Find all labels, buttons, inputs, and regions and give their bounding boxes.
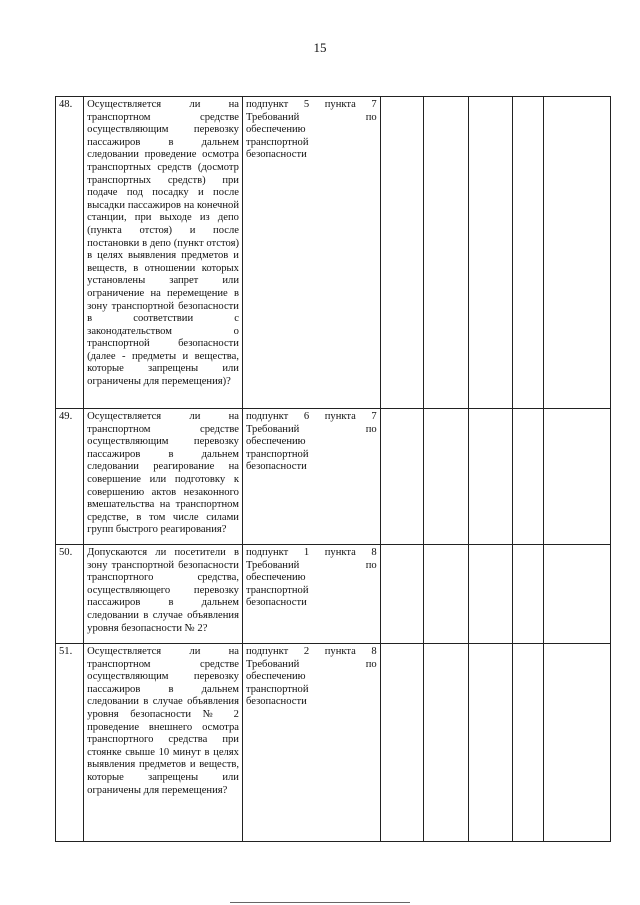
empty-cell xyxy=(469,545,513,644)
table-row xyxy=(56,97,611,409)
empty-cell xyxy=(469,644,513,842)
empty-cell xyxy=(543,97,610,409)
requirement-reference xyxy=(242,644,380,842)
empty-cell xyxy=(469,409,513,545)
ref-word: Требований xyxy=(245,559,300,571)
requirement-reference xyxy=(242,97,380,409)
empty-cell xyxy=(423,644,468,842)
ref-word: подпункт xyxy=(245,547,289,558)
empty-cell xyxy=(380,97,423,409)
ref-word: 1 xyxy=(303,547,310,558)
ref-rest: обеспечению транспортной безопасности xyxy=(245,124,309,161)
question-text: Осуществляется ли на транспортном средстве осуществляющим перевозку пассажиров в дальнем следовании реагирование на совершение или подготовку к совершению актов незаконного вмешательства на транспортном средстве, в том числе силами групп быстрого реагирования? xyxy=(84,409,243,545)
ref-word: пункта xyxy=(324,646,356,657)
ref-word: 8 xyxy=(371,646,377,657)
empty-cell xyxy=(543,644,610,842)
empty-cell xyxy=(543,409,610,545)
ref-word: по xyxy=(365,559,377,571)
ref-rest: обеспечению транспортной безопасности xyxy=(245,572,309,609)
empty-cell xyxy=(513,97,543,409)
empty-cell xyxy=(513,545,543,644)
empty-cell xyxy=(543,545,610,644)
ref-word: Требований xyxy=(245,658,300,670)
ref-word: Требований xyxy=(245,423,300,435)
ref-word: пункта xyxy=(324,547,356,558)
ref-word: 2 xyxy=(303,646,310,657)
ref-word: подпункт xyxy=(245,99,289,110)
ref-word: по xyxy=(365,111,377,123)
ref-word: 6 xyxy=(303,411,310,422)
empty-cell xyxy=(513,409,543,545)
empty-cell xyxy=(513,644,543,842)
row-number: 51. xyxy=(56,644,84,842)
question-text: Допускаются ли посетители в зону транспортной безопасности транспортного средства, осуществляющего перевозку пассажиров в дальнем следовании в случае объявления уровня безопасности № 2? xyxy=(84,545,243,644)
ref-word: 8 xyxy=(371,547,377,558)
ref-rest: обеспечению транспортной безопасности xyxy=(245,436,309,473)
checklist-table xyxy=(55,96,611,842)
ref-word: пункта xyxy=(324,411,356,422)
ref-word: подпункт xyxy=(245,646,289,657)
requirement-reference xyxy=(242,409,380,545)
empty-cell xyxy=(423,97,468,409)
empty-cell xyxy=(380,644,423,842)
page-edge-line xyxy=(230,902,410,903)
row-number: 49. xyxy=(56,409,84,545)
ref-word: Требований xyxy=(245,111,300,123)
empty-cell xyxy=(380,409,423,545)
ref-word: по xyxy=(365,658,377,670)
ref-word: 7 xyxy=(371,99,377,110)
ref-word: подпункт xyxy=(245,411,289,422)
table-row xyxy=(56,644,611,842)
empty-cell xyxy=(469,97,513,409)
ref-word: пункта xyxy=(324,99,356,110)
question-text: Осуществляется ли на транспортном средстве осуществляющим перевозку пассажиров в дальнем следовании в случае объявления уровня безопасности № 2 проведение внешнего осмотра транспортного средства при стоянке свыше 10 минут в целях выявления предметов и веществ, которые запрещены или ограничены для перемещения? xyxy=(84,644,243,842)
row-number: 50. xyxy=(56,545,84,644)
empty-cell xyxy=(380,545,423,644)
page-number: 15 xyxy=(313,40,327,55)
ref-word: 7 xyxy=(371,411,377,422)
table-row xyxy=(56,545,611,644)
row-number: 48. xyxy=(56,97,84,409)
question-text: Осуществляется ли на транспортном средстве осуществляющим перевозку пассажиров в дальнем следовании проведение осмотра транспортных средств (досмотр транспортных средств) при подаче под посадку и после высадки пассажиров на конечной станции, при выходе из депо (пункта отстоя) и после постановки в депо (пункт отстоя) в целях выявления предметов и веществ, в отношении которых установлены запрет или ограничение на перемещение в зону транспортной безопасности в соответствии с законодательством о транспортной безопасности (далее - предметы и вещества, которые запрещены или ограничены для перемещения)? xyxy=(84,97,243,409)
ref-rest: обеспечению транспортной безопасности xyxy=(245,671,309,708)
table-row xyxy=(56,409,611,545)
ref-word: 5 xyxy=(303,99,310,110)
ref-word: по xyxy=(365,423,377,435)
requirement-reference xyxy=(242,545,380,644)
empty-cell xyxy=(423,409,468,545)
empty-cell xyxy=(423,545,468,644)
